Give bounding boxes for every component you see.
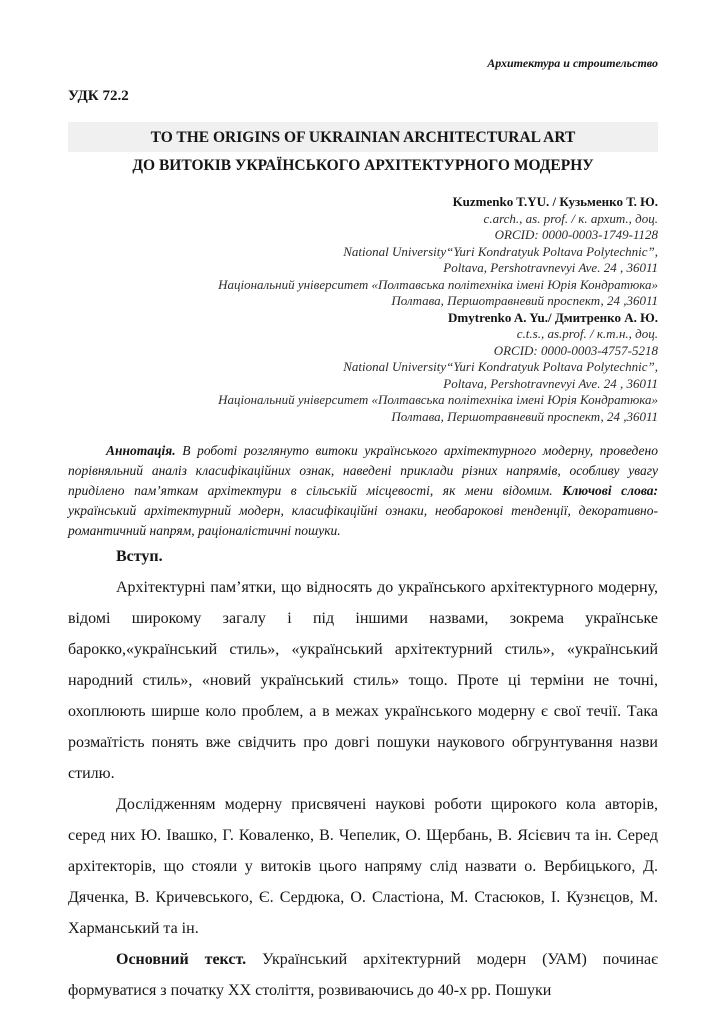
author-affiliation-uk: Національний університет «Полтавська політехніка імені Юрія Кондратюка» (218, 276, 658, 292)
abstract-paragraph (68, 441, 658, 541)
author-degree: c.arch., as. prof. / к. архит., доц. (483, 210, 658, 226)
udc-code: УДК 72.2 (68, 88, 129, 104)
author-name: Kuzmenko T.YU. / Кузьменко Т. Ю. (452, 194, 658, 209)
author-affiliation-uk: Національний університет «Полтавська політехніка імені Юрія Кондратюка» (218, 392, 658, 407)
main-text-label: Основний текст. (116, 951, 247, 968)
article-title-block (68, 122, 658, 182)
keywords-label: Ключові слова: (562, 483, 659, 498)
author-name: Dmytrenko A. Yu./ Дмитренко А. Ю. (448, 309, 658, 325)
intro-heading (68, 541, 658, 572)
body-paragraph-3 (68, 944, 658, 1006)
authors-block (68, 194, 658, 425)
keywords-text: український архітектурний модерн, класифікаційні ознаки, необарокові тенденції, декоративно-романтичний напрям, раціоналістичні пошуки. (68, 503, 658, 538)
author-affiliation-en: National University“Yuri Kondratyuk Poltava Polytechnic”, (343, 359, 658, 374)
body-paragraph-1: Архітектурні пам’ятки, що відносять до українського архітектурного модерну, відомі широкому загалу і під іншими назвами, зокрема українське барокко,«український стиль», «український архітектурний стиль», «український народний стиль», «новий український стиль» тощо. Проте ці терміни не точні, охоплюють ширше коло проблем, а в межах українського модерну є свої течії. Така розмаїтість понять вже свідчить про довгі пошуки наукового обгрунтування назви стилю. (68, 579, 658, 782)
author-degree: c.t.s., as.prof. / к.т.н., доц. (516, 326, 658, 341)
abstract-text: В роботі розглянуто витоки українського архітектурного модерну, проведено порівняльний аналіз класифікаційних ознак, наведені приклади різних напрямів, особливу увагу приділено пам’яткам архітектури в сільській місцевості, як мени відомим. (68, 443, 658, 498)
article-title-uk: ДО ВИТОКІВ УКРАЇНСЬКОГО АРХІТЕКТУРНОГО МОДЕРНУ (132, 157, 594, 174)
author-orcid: ORCID: 0000-0003-4757-5218 (493, 342, 658, 358)
journal-section-header: Архитектура и строительство (487, 56, 658, 70)
intro-heading-label: Вступ. (116, 548, 163, 565)
author-address-en: Poltava, Pershotravnevyi Ave. 24 , 36011 (443, 375, 658, 391)
abstract-label: Аннотація. (106, 443, 176, 458)
main-text-start: Український архітектурний модерн (УАМ) починає формуватися з початку ХХ століття, розвиваючись до 40-х рр. Пошуки (68, 951, 659, 999)
author-address-uk: Полтава, Першотравневий проспект, 24 ,36011 (391, 408, 658, 424)
body-paragraph-2: Дослідженням модерну присвячені наукові роботи щирокого кола авторів, серед них Ю. Івашко, Г. Коваленко, В. Чепелик, О. Щербань, В. Ясієвич та ін. Серед архітекторів, що стояли у витоків цього напряму слід назвати о. Вербицького, Д. Дяченка, В. Кричевського, Є. Сердюка, О. Сластіона, М. Стасюков, І. Кузнєцов, М. Харманський та ін. (68, 796, 658, 937)
author-address-en: Poltava, Pershotravnevyi Ave. 24 , 36011 (443, 260, 658, 275)
article-title-en: TO THE ORIGINS OF UKRAINIAN ARCHITECTURAL ART (68, 122, 658, 152)
author-orcid: ORCID: 0000-0003-1749-1128 (494, 227, 658, 242)
author-affiliation-en: National University“Yuri Kondratyuk Poltava Polytechnic”, (343, 243, 658, 259)
author-address-uk: Полтава, Першотравневий проспект, 24 ,36011 (391, 293, 658, 308)
